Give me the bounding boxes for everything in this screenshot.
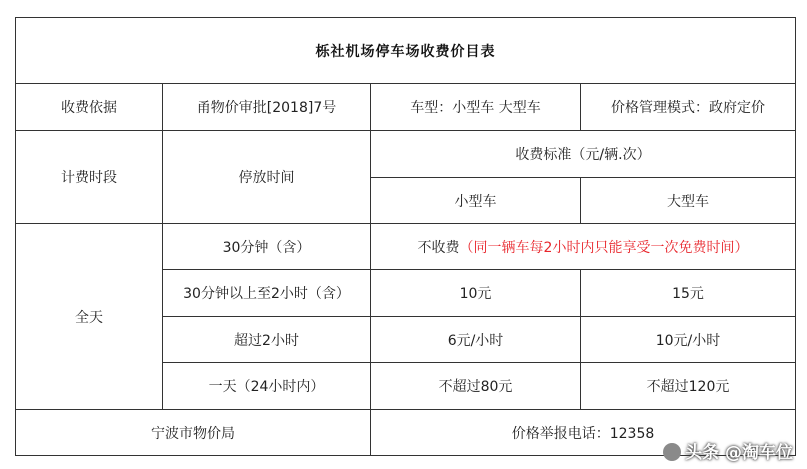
table-row <box>16 224 796 270</box>
free-cell <box>371 224 796 270</box>
row-large-fee: 不超过120元 <box>581 363 796 410</box>
basis-document: 甬物价审批[2018]7号 <box>163 84 371 131</box>
duration-header: 停放时间 <box>163 131 371 224</box>
table-title: 栎社机场停车场收费价目表 <box>16 18 796 84</box>
row-small-fee: 不超过80元 <box>371 363 581 410</box>
price-hotline: 价格举报电话：12358 <box>371 410 796 456</box>
large-car-header: 大型车 <box>581 178 796 224</box>
fee-table <box>15 17 796 456</box>
row-duration: 30分钟以上至2小时（含） <box>163 270 371 317</box>
small-car-header: 小型车 <box>371 178 581 224</box>
row-small-fee: 10元 <box>371 270 581 317</box>
pricing-mode: 价格管理模式：政府定价 <box>581 84 796 131</box>
avatar-icon <box>663 443 681 461</box>
row-small-fee: 6元/小时 <box>371 317 581 363</box>
basis-row <box>16 84 796 131</box>
period-value: 全天 <box>16 224 163 410</box>
watermark <box>663 438 793 463</box>
row-large-fee: 10元/小时 <box>581 317 796 363</box>
row-duration: 超过2小时 <box>163 317 371 363</box>
title-row <box>16 18 796 84</box>
row-duration: 30分钟（含） <box>163 224 371 270</box>
row-duration: 一天（24小时内） <box>163 363 371 410</box>
basis-label: 收费依据 <box>16 84 163 131</box>
vehicle-types: 车型：小型车 大型车 <box>371 84 581 131</box>
free-label: 不收费 <box>417 239 460 256</box>
free-note: （同一辆车每2小时内只能享受一次免费时间） <box>459 239 749 256</box>
standard-header: 收费标准（元/辆.次） <box>371 131 796 178</box>
period-header: 计费时段 <box>16 131 163 224</box>
price-bureau: 宁波市物价局 <box>16 410 371 456</box>
watermark-text: 头条 @淘车位 <box>685 443 793 463</box>
row-large-fee: 15元 <box>581 270 796 317</box>
header-row-1 <box>16 131 796 178</box>
